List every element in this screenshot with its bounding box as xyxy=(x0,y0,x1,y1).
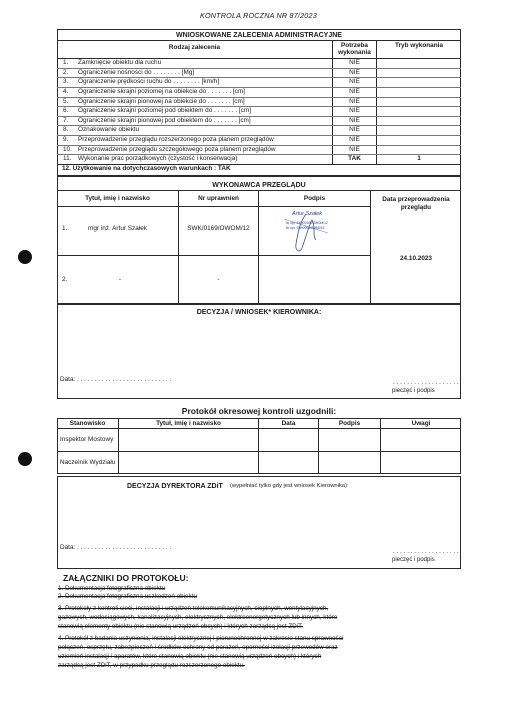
recommendation-text: Przeprowadzenie przeglądu szczegółowego poza planem przeglądów xyxy=(78,145,276,153)
contractor-row2-no: 2. xyxy=(62,276,68,283)
attachment-line: zarządcą jest ZDiT, w przypadku przeglądu rozszerzonego obiektu. xyxy=(58,662,245,669)
recommendation-text: Oznakowanie obiektu xyxy=(78,126,140,134)
punch-hole-bottom xyxy=(18,452,32,466)
stamp-name: Artur Szałek xyxy=(292,211,322,217)
recommendation-row-12: 12. Użytkowanie na dotychczasowych warunkach : TAK xyxy=(62,165,231,172)
page-title: KONTROLA ROCZNA NR 87/2023 xyxy=(200,11,317,20)
punch-hole-top xyxy=(18,250,32,264)
recommendation-text: Ograniczenie skrajni pionowej na obiekcie do . . . . . . . [cm] xyxy=(78,97,245,105)
director-decision-note: (wypełniać tylko gdy jest wniosek Kierownika): xyxy=(230,483,349,489)
recommendation-need: TAK xyxy=(348,155,361,163)
row-divider xyxy=(57,87,461,88)
recommendation-need: NIE xyxy=(349,59,360,66)
row-divider xyxy=(57,145,461,146)
attachment-line: 3. Protokoły z kontroli sieci, instalacji i urządzeń telekomunikacyjnych, cieplnych, wentylacyjnych, xyxy=(58,605,329,612)
col-header-mode: Tryb wykonania xyxy=(395,42,443,49)
recommendation-number: 1. xyxy=(63,59,69,66)
director-decision-date: Data: . . . . . . . . . . . . . . . . . . . . . . . . . . . xyxy=(60,544,172,551)
recommendation-number: 11. xyxy=(63,155,72,163)
director-signature-line: . . . . . . . . . . . . . . . . . . . xyxy=(393,548,459,555)
attachments-title: ZAŁĄCZNIKI DO PROTOKOŁU: xyxy=(63,573,189,583)
attachment-line: 2. Dokumentacja fotograficzna uszkodzeń obiektu xyxy=(58,593,197,600)
recommendation-number: 10. xyxy=(63,145,72,153)
recommendation-text: Wykonanie prac porządkowych (czystość i konserwacja) xyxy=(78,155,238,163)
manager-signature-label: pieczęć i podpis xyxy=(392,388,435,394)
recommendations-title: WNIOSKOWANE ZALECENIA ADMINISTRACYJNE xyxy=(176,32,342,39)
row-divider xyxy=(57,77,461,78)
protocol-col-date: Data xyxy=(281,420,296,427)
col-header-signature: Podpis xyxy=(303,195,326,202)
col-header-license: Nr uprawnień xyxy=(198,195,239,202)
contractor-row2-name: - xyxy=(118,276,122,283)
protocol-col-name: Tytuł, imię i nazwisko xyxy=(156,420,221,427)
attachment-line: stanowią elementy obiektu (nie stanowią urządzeń obcych) i których zarządcą jest ZDiT. xyxy=(58,623,303,630)
manager-signature-line: . . . . . . . . . . . . . . . . . . . xyxy=(393,379,459,386)
row-divider xyxy=(57,116,461,117)
inspection-date: 24.10.2023 xyxy=(400,255,432,262)
recommendation-need: NIE xyxy=(349,107,360,115)
manager-decision-date: Data: . . . . . . . . . . . . . . . . . . . . . . . . . . . xyxy=(60,376,172,383)
row-divider xyxy=(57,97,461,98)
recommendation-number: 3. xyxy=(63,78,69,86)
protocol-col-position: Stanowisko xyxy=(69,420,106,427)
recommendation-text: Ograniczenie nośności do . . . . . . . . [Mg] xyxy=(78,68,195,76)
row-divider xyxy=(57,106,461,107)
director-decision-title: DECYZJA DYREKTORA ZDiT xyxy=(127,483,223,490)
stamp-line-2: Nr upr. SWK/0054/WBD/15 xyxy=(286,226,325,230)
recommendation-text: Przeprowadzenie przeglądu rozszerzonego poza planem przeglądów xyxy=(78,136,274,144)
recommendation-number: 4. xyxy=(63,87,69,95)
contractor-row1-license: SWK/0169/OWOM/12 xyxy=(187,225,250,232)
recommendation-number: 6. xyxy=(63,107,69,115)
recommendation-text: Zamknięcie obiektu dla ruchu xyxy=(78,59,162,66)
recommendation-text: Ograniczenie skrajni pionowej pod obiektem do . . . . . . . [cm] xyxy=(78,116,251,124)
col-header-need: Potrzeba wykonania xyxy=(338,42,371,57)
protocol-col-remarks: Uwagi xyxy=(411,420,431,427)
row-divider xyxy=(57,125,461,126)
protocol-title: Protokół okresowej kontroli uzgodnili: xyxy=(181,406,337,416)
protocol-col-signature: Podpis xyxy=(338,420,361,427)
recommendation-number: 2. xyxy=(63,68,69,76)
protocol-row-department-head: Naczelnik Wydziału xyxy=(60,459,116,466)
recommendation-number: 8. xyxy=(63,126,69,134)
recommendation-number: 5. xyxy=(63,97,69,105)
attachment-line: uziemień instalacji i aparatów, które stanowią obiektu (nie stanowią urządzeń obcych) i których xyxy=(58,653,322,660)
recommendation-need: NIE xyxy=(349,145,360,153)
attachment-line: gazowych, wodociągowych, kanalizacyjnych, elektrycznych, elektroenergetycznych lub innych, które xyxy=(58,614,338,621)
attachment-line: 4. Protokół z badania uszynienia, instalacji elektrycznej i piorunochronnej w zakresie stanu sprawności xyxy=(58,635,344,642)
contractor-title: WYKONAWCA PRZEGLĄDU xyxy=(212,182,306,189)
recommendation-need: NIE xyxy=(349,136,360,144)
manager-decision-title: DECYZJA / WNIOSEK* KIEROWNIKA: xyxy=(196,309,322,316)
recommendation-text: Ograniczenie skrajni poziomej na obiekcie do . . . . . . . [cm] xyxy=(78,87,245,95)
col-header-inspection-date: Data przeprowadzenia przeglądu xyxy=(382,196,450,211)
col-header-recommendation: Rodzaj zalecenia xyxy=(168,44,221,51)
recommendation-need: NIE xyxy=(349,126,360,134)
row-divider xyxy=(57,68,461,69)
row-divider xyxy=(57,135,461,136)
recommendation-need: NIE xyxy=(349,78,360,86)
handwritten-signature xyxy=(276,210,336,256)
protocol-row-bridge-inspector: Inspektor Mostowy xyxy=(60,436,114,443)
attachment-line: połączeń, osprzętu, zabezpieczeń i środków ochrony od porażeń, oporności izolacji przewodów oraz xyxy=(58,644,338,651)
contractor-row1-name: mgr inż. Artur Szałek xyxy=(88,225,147,232)
col-header-person: Tytuł, imię i nazwisko xyxy=(85,195,150,202)
recommendation-need: NIE xyxy=(349,97,360,105)
signature-stamp xyxy=(276,210,336,256)
contractor-row1-no: 1. xyxy=(62,225,68,232)
contractor-row2-license: - xyxy=(217,276,220,283)
recommendation-need: NIE xyxy=(349,116,360,124)
stamp-line-1: Nr upr. SWK/0169/OWOM/12 xyxy=(286,221,328,225)
row-divider xyxy=(57,154,461,155)
attachment-line: 1. Dokumentacja fotograficzna obiektu xyxy=(58,585,166,592)
recommendation-number: 9. xyxy=(63,136,69,144)
recommendation-number: 7. xyxy=(63,116,69,124)
recommendation-mode: 1 xyxy=(417,155,421,163)
recommendation-text: Ograniczenie prędkości ruchu do . . . . . . . . [km/h] xyxy=(78,78,220,86)
recommendation-need: NIE xyxy=(349,87,360,95)
director-signature-label: pieczęć i podpis xyxy=(392,557,435,563)
recommendation-text: Ograniczenie skrajni poziomej pod obiektem do . . . . . . . [cm] xyxy=(78,107,251,115)
recommendation-need: NIE xyxy=(349,68,360,76)
